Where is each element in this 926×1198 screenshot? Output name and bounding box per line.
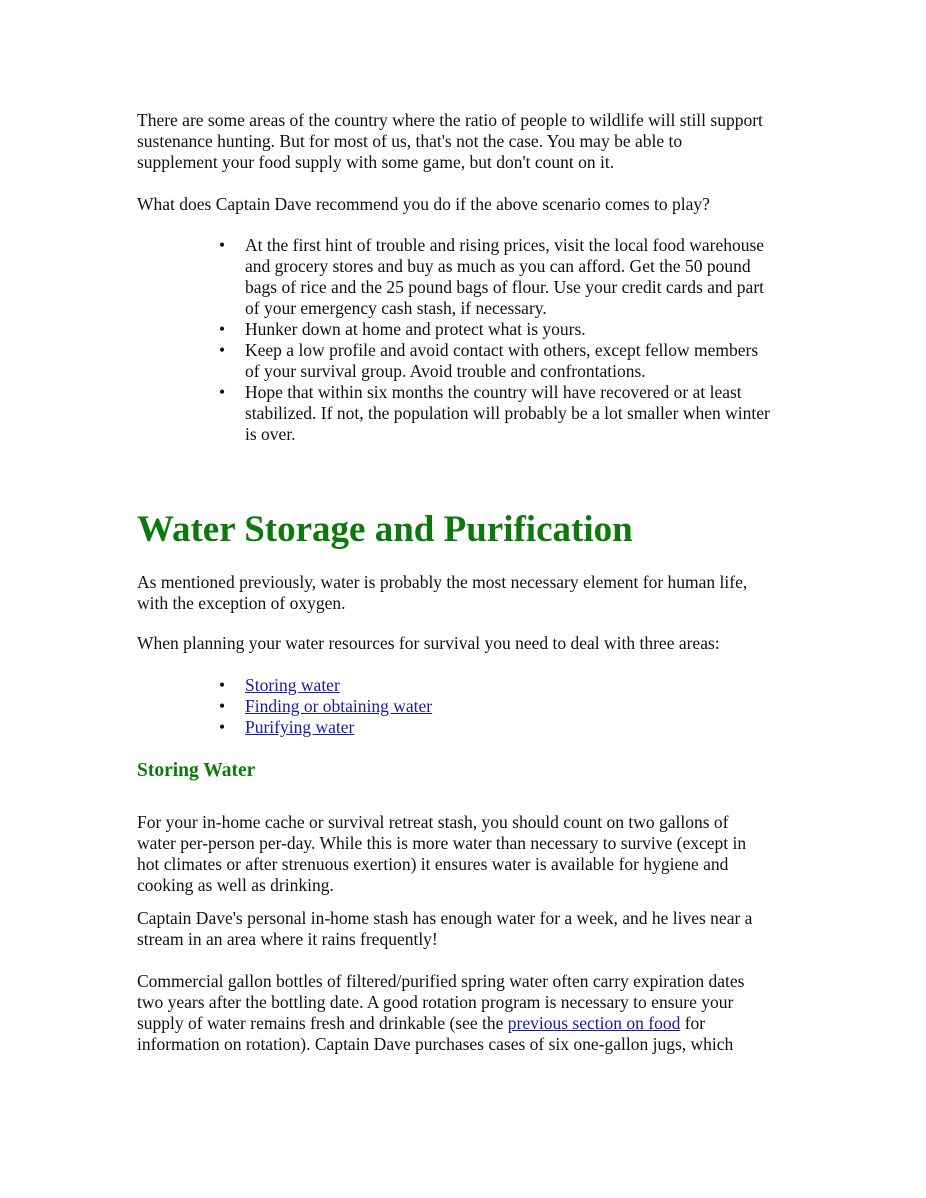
recommendations-list — [0, 235, 770, 445]
text-line: Hope that within six months the country will have recovered or at least — [245, 382, 742, 402]
text-line: For your in-home cache or survival retreat stash, you should count on two gallons of — [137, 812, 729, 832]
text-line: information on rotation). Captain Dave purchases cases of six one-gallon jugs, which — [137, 1034, 734, 1054]
text-line: At the first hint of trouble and rising prices, visit the local food warehouse — [245, 235, 765, 255]
text-line: As mentioned previously, water is probably the most necessary element for human life, — [137, 572, 748, 592]
link-storing-water[interactable]: Storing water — [245, 675, 340, 695]
text-line: supplement your food supply with some game, but don't count on it. — [137, 152, 615, 172]
text-line: with the exception of oxygen. — [137, 593, 346, 613]
text-line: of your emergency cash stash, if necessary. — [245, 298, 547, 318]
bullet: • — [219, 340, 226, 360]
text-line: cooking as well as drinking. — [137, 875, 334, 895]
list-item — [0, 696, 432, 717]
list-item — [0, 319, 770, 340]
text-line: When planning your water resources for survival you need to deal with three areas: — [137, 633, 720, 653]
list-item — [0, 675, 432, 696]
paragraph-commercial — [137, 971, 744, 1055]
water-topics-list — [0, 675, 432, 738]
section-heading: Water Storage and Purification — [137, 509, 633, 550]
text-line: hot climates or after strenuous exertion) it ensures water is available for hygiene and — [137, 854, 729, 874]
text-line — [137, 1013, 744, 1034]
paragraph-water-intro — [137, 572, 747, 614]
text-line: What does Captain Dave recommend you do if the above scenario comes to play? — [137, 194, 710, 214]
text-line: There are some areas of the country where the ratio of people to wildlife will still support — [137, 110, 763, 130]
link-finding-water[interactable]: Finding or obtaining water — [245, 696, 433, 716]
bullet: • — [219, 319, 226, 339]
text-line: Captain Dave's personal in-home stash has enough water for a week, and he lives near a — [137, 908, 753, 928]
text: supply of water remains fresh and drinkable (see the — [137, 1013, 508, 1033]
text-line: of your survival group. Avoid trouble and confrontations. — [245, 361, 646, 381]
list-item — [0, 717, 432, 738]
text-line: Hunker down at home and protect what is yours. — [245, 319, 586, 339]
paragraph-question — [137, 194, 710, 215]
text-line: stabilized. If not, the population will probably be a lot smaller when winter — [245, 403, 770, 423]
text-line: sustenance hunting. But for most of us, that's not the case. You may be able to — [137, 131, 683, 151]
paragraph-gallons — [137, 812, 746, 896]
text-line: Commercial gallon bottles of filtered/purified spring water often carry expiration dates — [137, 971, 745, 991]
list-item — [0, 340, 770, 382]
link-purifying-water[interactable]: Purifying water — [245, 717, 355, 737]
bullet: • — [219, 382, 226, 402]
paragraph-three-areas — [137, 633, 720, 654]
link-previous-section-food[interactable]: previous section on food — [507, 1013, 681, 1033]
bullet: • — [219, 675, 226, 695]
text-line: water per-person per-day. While this is more water than necessary to survive (except in — [137, 833, 747, 853]
text-line: Keep a low profile and avoid contact with others, except fellow members — [245, 340, 759, 360]
text-line: bags of rice and the 25 pound bags of flour. Use your credit cards and part — [245, 277, 765, 297]
text-line: stream in an area where it rains frequently! — [137, 929, 438, 949]
text-line: is over. — [245, 424, 296, 444]
bullet: • — [219, 717, 226, 737]
subheading-storing-water: Storing Water — [137, 760, 256, 781]
text-line: two years after the bottling date. A good rotation program is necessary to ensure your — [137, 992, 734, 1012]
list-item — [0, 235, 770, 319]
text-line: and grocery stores and buy as much as you can afford. Get the 50 pound — [245, 256, 751, 276]
text: for — [680, 1013, 706, 1033]
bullet: • — [219, 235, 226, 255]
paragraph-stash — [137, 908, 752, 950]
bullet: • — [219, 696, 226, 716]
paragraph-hunting — [137, 110, 763, 173]
list-item — [0, 382, 770, 445]
